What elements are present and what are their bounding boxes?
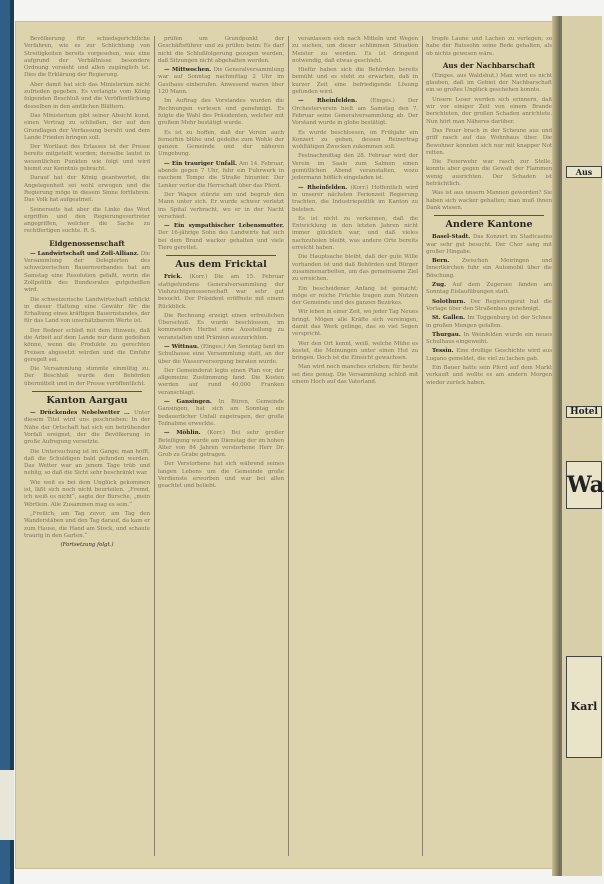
section-title: — Ein trauriger Unfall. Am 14. Februar, abends gegen 7 Uhr, fuhr ein Fuhrwerk in raschem Tempo die Straße hinunter. Der Lenker verlor die Herrschaft über das Pferd. [158, 160, 284, 189]
text-block: veranlassen sich nach Mitteln und Wegen zu suchen, um dieser schlimmen Situation Meister zu werden. Es ist dringend notwendig, daß etwas geschieht. [292, 36, 418, 64]
column-3 [292, 36, 418, 856]
column-1 [24, 36, 150, 856]
text-block: Die Versammlung stimmte einmütig zu. Der Beschluß wurde den Behörden übermittelt und in der Presse veröffentlicht. [24, 366, 150, 387]
text-block: Hiefür haben sich die Behörden bereits bemüht und es steht zu erwarten, daß in kurzer Zeit eine befriedigende Lösung gefunden wird. [292, 67, 418, 96]
ad-fragment: Aus [566, 166, 602, 178]
text-block: Was ist aus unsern Mannen geworden? Sie haben sich wacker gehalten; man muß ihnen Dank wissen. [426, 190, 552, 211]
text-block: Festnachmittag den 28. Februar wird der Verein im Saale zum Salmen einen gemütlichen Abend veranstalten, wozu jedermann höflich eingeladen ist. [292, 153, 418, 182]
column-separator [422, 36, 423, 856]
section-title: — Drückendes Nebelwetter ... Unter diesem Titel wird uns geschrieben: In der Nähe der Ortschaft hat sich ein betrübender Vorfall ereignet, der die Bevölkerung in große Aufregung versetzte. [24, 410, 150, 446]
text-block: Seinerseits hat aber die Linke das Wort ergriffen und den Regierungsvertreter angegriffen, welcher die Sache zu rechtfertigen suchte. R. S. [24, 206, 150, 235]
section-title: — Gansingen. In Büren, Gemeinde Gansingen, hat sich am Sonntag ein bedauerlicher Unfall zugetragen, der große Teilnahme erweckte. [158, 399, 285, 427]
text-block: Unsere Leser werden sich erinnern, daß wir vor einiger Zeit von einem Brande berichteten, der großen Schaden anrichtete. Nun hört man Näheres darüber. [426, 96, 552, 125]
section-title: — Landwirtschaft und Zoll-Allianz. Die Versammlung der Delegierten des schweizerischen Bauernverbandes hat am Samstag eine Resolution gefaßt, worin die Zollpolitik des Bundesrates gutgeheißen wird. [24, 250, 150, 294]
text-block: Ein Bauer hatte sein Pferd auf dem Markt verkauft und wollte es am andern Morgen wieder zurück haben. [426, 364, 552, 386]
section-title: St. Gallen. Im Toggenburg ist der Schnee in großen Mengen gefallen. [426, 315, 552, 329]
text-block: Die Untersuchung ist im Gange; man hofft, daß die Schuldigen bald gefunden werden. Das Wetter war an jenem Tage trüb und neblig, so daß die Sicht sehr beschränkt war. [24, 448, 150, 477]
text-block: prüfen um Grundpunkt der Geschäftsführer und zu prüfen beim: Es darf nicht die Schlußfolgerung gezogen werden, daß Sitzungen nicht abgehalten werden. [158, 36, 284, 64]
text-block: (Einges. aus Waldshut.) Man wird es nicht glauben, daß im Gebiet der Nachbarschaft ein so großes Unglück geschehen konnte. [426, 72, 552, 94]
text-block: Wir leben in einer Zeit, wo jeder Tag Neues bringt. Mögen alle Kräfte sich vereinigen, damit das Werk gelinge, das so viel Segen verspricht. [292, 309, 418, 338]
divider [166, 255, 276, 256]
section-title: — Ein sympathischer Lebensmutter. Der 16-jährige Sohn des Landwirts hat sich bei dem Brand wacker gehalten und viele Tiere gerettet. [158, 223, 284, 252]
text-block: Die Feuerwehr war rasch zur Stelle, konnte aber gegen die Gewalt der Flammen wenig ausrichten. Der Schaden ist beträchtlich. [426, 159, 552, 188]
newspaper-page [16, 22, 586, 868]
ad-fragment: Karl [566, 656, 602, 758]
section-title: Bern. Zwischen Meiringen und Innertkirchen fuhr ein Automobil über die Böschung. [426, 258, 553, 279]
section-heading: Kanton Aargau [46, 395, 128, 407]
section-title: — Möhlin. (Korr.) Bei sehr großer Beteiligung wurde am Dienstag der im hohen Alter von 84 Jahren verstorbene Herr Dr. Grob zu Grabe getragen. [158, 430, 285, 459]
ad-fragment: Wa [566, 461, 602, 509]
footer-note: (Fortsetzung folgt.) [60, 542, 114, 549]
section-title: Frick. (Korr.) Die am 15. Februar stattgefundene Generalversammlung der Viehzuchtgenossenschaft war sehr gut besucht. Der Präsident eröffnete mit einem Rückblick. [158, 274, 285, 310]
text-block: Bevölkerung für schiedsgerichtliche Verfahren, wie es zur Schlichtung von Streitigkeiten bereits vorgesehen, was eine aufgrund der Verhältnisse besondere Ordnung vorsieht und allen zugänglich ist. Dies die Erklärung der Regierung. [24, 36, 150, 79]
text-block: Darauf hat der König geantwortet, die Angelegenheit sei wohl erwogen und die Regierung möge in diesem Sinne fortfahren. Das Volk hat aufgeatmet. [24, 175, 150, 204]
divider [32, 391, 142, 392]
text-block: Der Redner schloß mit dem Hinweis, daß die Arbeit auf dem Lande nur dann gedeihen könne, wenn die Produkte zu gerechten Preisen abgesetzt würden und die Einfuhr geregelt sei. [24, 327, 150, 363]
column-4 [426, 36, 552, 856]
ad-fragment: Hotel [566, 406, 602, 418]
text-block: Wie weit es bei dem Unglück gekommen ist, läßt sich noch nicht beurteilen. „Fremd, ich weiß es nicht“, sagte der Bursche, „mein Wörtlein. Alle Zusammen mag es sein.“ [24, 479, 150, 508]
section-heading: Aus dem Fricktal [175, 259, 267, 271]
section-heading: Andere Kantone [445, 219, 533, 231]
text-block: Das Ministerium gibt seiner Absicht kund, einen Vertrag zu schließen, der auf den Grundlagen der Verfassung beruht und dem Lande Frieden bringen soll. [24, 112, 150, 141]
column-separator [288, 36, 289, 856]
text-block: Der Wortlaut des Erlasses ist der Presse bereits mitgeteilt worden; derselbe lautet in wesentlichen Punkten wie folgt und wird hiemit zur Kenntnis gebracht. [24, 144, 150, 173]
text-block: Die Hauptsache bleibt, daß der gute Wille vorhanden ist und daß Behörden und Bürger zusammenarbeiten, um das gemeinsame Ziel zu erreichen. [292, 254, 418, 283]
section-title: — Wittnau. (Einges.) Am Sonntag fand im Schulhause eine Versammlung statt, an der über die Wasserversorgung beraten wurde. [158, 343, 284, 365]
text-block: Aber damit hat sich das Ministerium nicht zufrieden gegeben. Es verlangte vom König folgenden Beschluß und die Veröffentlichung desselben in den amtlichen Blättern. [24, 81, 150, 110]
text-block: Die Rechnung erzeigt einen erfreulichen Überschuß. Es wurde beschlossen, im kommenden Herbst eine Ausstellung zu veranstalten und Prämien auszurichten. [158, 312, 284, 341]
spine-label [0, 770, 14, 840]
text-block: Man wird noch manches erleben; für heute sei dies genug. Die Versammlung schloß mit einem Hoch auf das Vaterland. [292, 364, 418, 386]
next-page-edge [560, 16, 602, 876]
text-block: Es wurde beschlossen, im Frühjahr ein Konzert zu geben, dessen Reinertrag wohltätigen Zwecken zukommen soll. [292, 129, 418, 151]
text-block: Wer den Ort kennt, weiß, welche Mühe es kostet, die Meinungen unter einen Hut zu bringen. Doch ist die Einsicht gewachsen. [292, 340, 418, 362]
text-block: Es ist nicht zu verkennen, daß die Entwicklung in den letzten Jahren nicht immer glücklich war, und daß vieles nachzuholen bleibt, was andere Orte bereits erreicht haben. [292, 215, 418, 252]
section-title: — Mittwochen. Die Generalversammlung war auf Sonntag nachmittag 2 Uhr im Gasthaus einberufen. Anwesend waren über 120 Mann. [158, 67, 284, 96]
divider [434, 215, 544, 216]
column-2 [158, 36, 284, 856]
text-block: tropfe Laune und Lachen zu verlegen; so habe der Ratssohn seine Rede gehalten, als ob nichts gewesen wäre. [426, 36, 552, 57]
book-spine-edge [10, 0, 14, 884]
section-title: — Rheinfelden. (Korr.) Hoffentlich wird in unserer nächsten Ferienzeit Regierung trachten, die Industriepolitik im Kanton zu beleben. [292, 184, 418, 213]
section-title: Thurgau. In Weinfelden wurde ein neues Schulhaus eingeweiht. [426, 331, 552, 346]
section-title: Solothurn. Der Regierungsrat hat die Vorlage über den Straßenbau genehmigt. [426, 298, 552, 312]
section-title: Tessin. Eine drollige Geschichte wird aus Lugano gemeldet, die viel zu lachen gab. [426, 348, 553, 362]
section-heading: Aus der Nachbarschaft [442, 60, 536, 70]
text-block: „Freilich, am Tag zuvor, am Tag den Wanderstäben und den Tag darauf, da kam er zum Hause, die Hand am Stock, und schaute traurig in den Garten.“ [24, 510, 150, 539]
text-block: Der Wagen stürzte um und begrub den Mann unter sich. Er wurde schwer verletzt ins Spital verbracht, wo er in der Nacht verschied. [158, 191, 284, 220]
column-separator [154, 36, 155, 856]
section-title: Zug. Auf dem Zugersee fanden am Sonntag Eislaufübungen statt. [426, 282, 553, 296]
section-title: Basel-Stadt. Das Konzert im Stadtcasino war sehr gut besucht. Der Chor sang mit großer Hingabe. [426, 234, 552, 255]
text-block: Der Gemeinderat legte einen Plan vor, der allgemeine Zustimmung fand. Die Kosten werden auf rund 40,000 Franken veranschlagt. [158, 367, 284, 396]
text-block: Es ist zu hoffen, daß der Verein auch fernerhin blühe und gedeihe zum Wohle der ganzen Gemeinde und der näheren Umgebung. [158, 129, 284, 158]
section-heading: Eidgenossenschaft [49, 238, 125, 248]
text-block: Der Verstorbene hat sich während seines langen Lebens um die Gemeinde große Verdienste erworben und war bei allen geachtet und beliebt. [158, 461, 284, 490]
text-block: Ein bescheidener Anfang ist gemacht; möge er reiche Früchte tragen zum Nutzen der Gemeinde und des ganzen Bezirkes. [292, 285, 418, 307]
section-title: — Rheinfelden. (Einges.) Der Orchesterverein hielt am Samstag den 7. Februar seine Generalversammlung ab. Der Vorstand wurde in globo bestätigt. [292, 98, 418, 127]
book-spine [0, 0, 10, 884]
text-block: Die schweizerische Landwirtschaft erblickt in dieser Haltung eine Gewähr für die Erhaltung eines kräftigen Bauernstandes, der für das Land von unschätzbarem Werte ist. [24, 296, 150, 325]
text-block: Im Auftrag des Vorstandes wurden die Rechnungen verlesen und genehmigt. Es folgte die Wahl des Präsidenten, welcher mit großem Mehr bestätigt wurde. [158, 98, 284, 127]
text-block: Das Feuer brach in der Scheune aus und griff rasch auf das Wohnhaus über. Die Bewohner konnten sich nur mit knapper Not retten. [426, 127, 552, 156]
